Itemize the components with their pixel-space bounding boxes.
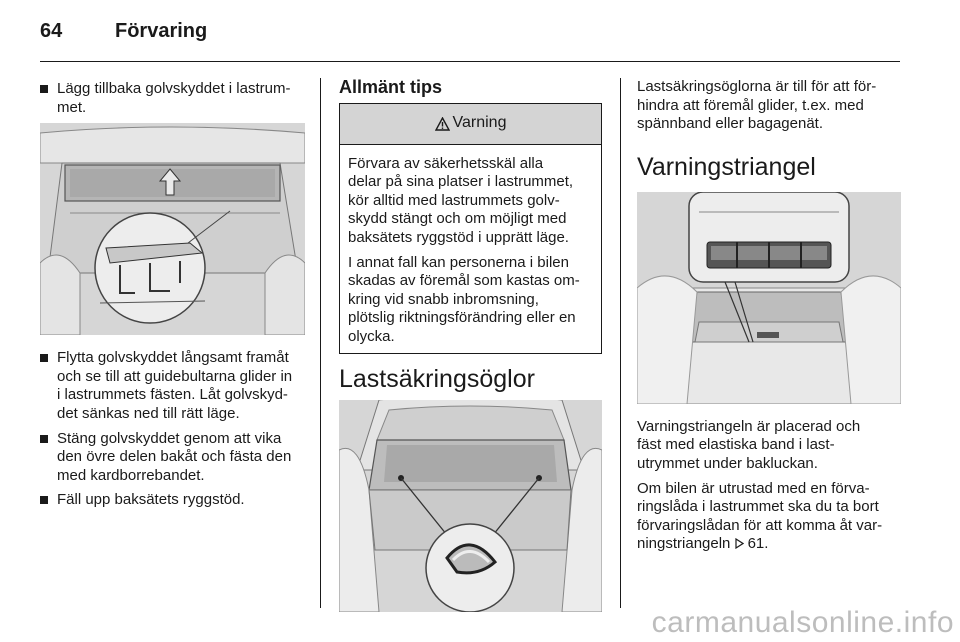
warning-paragraph: Förvara av säkerhetsskäl alla delar på sina platser i lastrummet, kör alltid med lastrummets golv- skydd stängt och om möjligt med baksätets ryggstöd i upprätt läge.: [348, 154, 574, 246]
middle-column: [339, 78, 602, 612]
page-reference-link[interactable]: 61.: [747, 535, 769, 553]
warning-title: Varning: [452, 114, 507, 132]
bullet-square-icon: [40, 435, 48, 443]
cargo-floor-figure: [40, 123, 305, 335]
list-item: Flytta golvskyddet långsamt framåt och se till att guidebultarna glider in i lastrummets fästen. Låt golvskyd- det sänkas ned till rätt läge.: [40, 349, 305, 423]
body-paragraph: Om bilen är utrustad med en förva- ringslåda i lastrummet ska du ta bort förvaringslådan för att komma åt var- ningstriangeln 61.: [637, 479, 883, 553]
warning-triangle-icon: [435, 117, 450, 131]
list-item: Stäng golvskyddet genom att vika den övre delen bakåt och fästa den med kardborrebandet.: [40, 430, 305, 486]
arrow-reference-icon[interactable]: [735, 538, 744, 549]
warning-triangle-figure: [637, 192, 901, 404]
list-item: Fäll upp baksätets ryggstöd.: [40, 491, 305, 510]
warning-header: [340, 104, 601, 145]
column-divider-1: [320, 78, 321, 608]
lashing-eyes-illustration: [339, 400, 602, 612]
bullet-square-icon: [40, 496, 48, 504]
body-paragraph: Varningstriangeln är placerad och fäst med elastiska band i last- utrymmet under bakluckan.: [637, 417, 861, 472]
warning-triangle-illustration: [637, 192, 901, 404]
section-heading: Allmänt tips: [339, 77, 443, 97]
section-heading: Varningstriangel: [637, 152, 816, 181]
bullet-square-icon: [40, 354, 48, 362]
page-number: 64: [40, 20, 63, 42]
lashing-eyes-figure: [339, 400, 602, 612]
watermark: carmanualsonline.info: [651, 606, 954, 639]
intro-paragraph: Lastsäkringsöglorna är till för att för- hindra att föremål glider, t.ex. med spännband eller bagagenät.: [637, 78, 877, 133]
warning-body: [340, 145, 601, 353]
bullet-square-icon: [40, 85, 48, 93]
warning-paragraph: I annat fall kan personerna i bilen skadas av föremål som kastas om- kring vid snabb inbromsning, plötslig riktningsförändring eller en olycka.: [348, 253, 580, 345]
page-title: Förvaring: [115, 20, 208, 42]
header-rule: [40, 61, 900, 62]
warning-box: [339, 103, 602, 354]
column-divider-2: [620, 78, 621, 608]
right-column: [637, 78, 901, 560]
section-heading: Lastsäkringsöglor: [339, 364, 535, 393]
list-item: Lägg tillbaka golvskyddet i lastrum- met.: [40, 80, 305, 117]
left-column: [40, 80, 305, 516]
cargo-floor-illustration: [40, 123, 305, 335]
